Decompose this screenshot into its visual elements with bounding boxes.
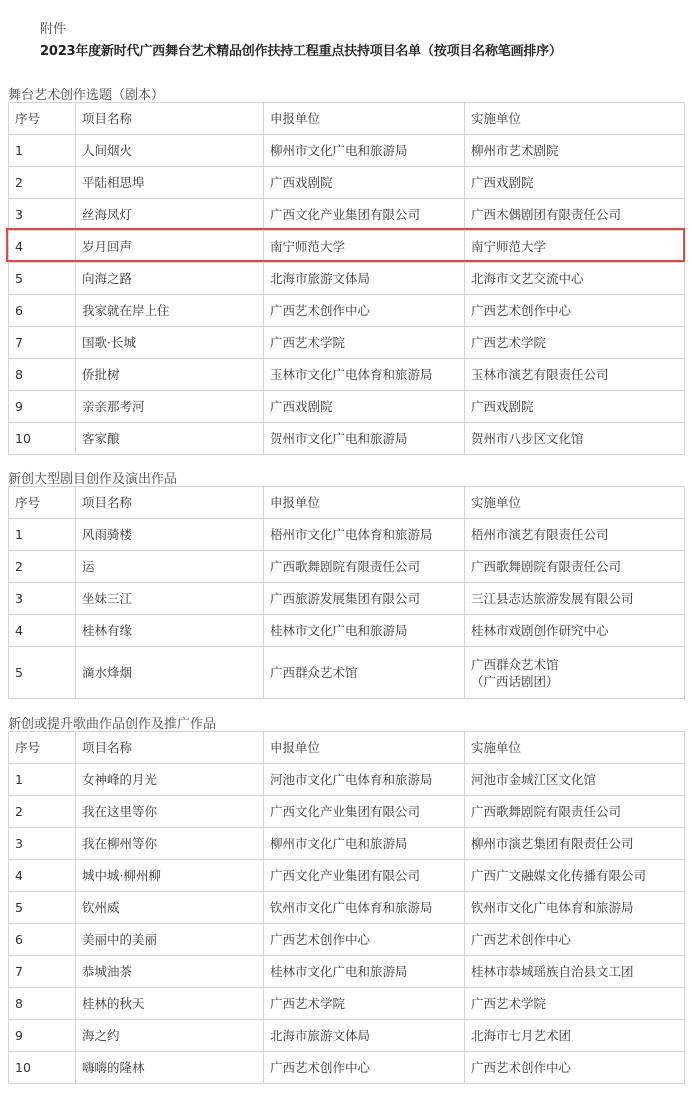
- cell-index: 8: [9, 359, 76, 391]
- cell-line: （广西话剧团）: [471, 673, 559, 689]
- table-row: [9, 1020, 685, 1052]
- table-row: [9, 924, 685, 956]
- table-row: [9, 391, 685, 423]
- cell-implementer: 玉林市演艺有限责任公司: [465, 359, 685, 391]
- cell-applicant: 钦州市文化广电体育和旅游局: [264, 892, 465, 924]
- cell-index: 1: [9, 519, 76, 551]
- cell-index: 2: [9, 167, 76, 199]
- cell-project-name: 向海之路: [76, 263, 264, 295]
- header-cell: 实施单位: [465, 487, 685, 519]
- cell-implementer: 广西艺术学院: [465, 988, 685, 1020]
- cell-project-name: 岁月回声: [76, 231, 264, 263]
- header-cell: 申报单位: [264, 487, 465, 519]
- cell-implementer: 广西戏剧院: [465, 391, 685, 423]
- cell-index: 2: [9, 796, 76, 828]
- cell-applicant: 北海市旅游文体局: [264, 263, 465, 295]
- cell-implementer: 柳州市艺术剧院: [465, 135, 685, 167]
- cell-implementer: 广西歌舞剧院有限责任公司: [465, 796, 685, 828]
- cell-implementer: 贺州市八步区文化馆: [465, 423, 685, 455]
- cell-project-name: 运: [76, 551, 264, 583]
- header-cell: 项目名称: [76, 732, 264, 764]
- cell-applicant: 河池市文化广电体育和旅游局: [264, 764, 465, 796]
- cell-index: 8: [9, 988, 76, 1020]
- cell-index: 7: [9, 327, 76, 359]
- cell-project-name: 城中城·柳州柳: [76, 860, 264, 892]
- cell-applicant: 广西戏剧院: [264, 391, 465, 423]
- cell-implementer: 北海市文艺交流中心: [465, 263, 685, 295]
- cell-index: 4: [9, 231, 76, 263]
- table-row: [9, 167, 685, 199]
- cell-project-name: 我家就在岸上住: [76, 295, 264, 327]
- cell-project-name: 平陆相思埠: [76, 167, 264, 199]
- header-cell: 申报单位: [264, 103, 465, 135]
- cell-implementer: 河池市金城江区文化馆: [465, 764, 685, 796]
- header-cell: 序号: [9, 103, 76, 135]
- cell-applicant: 广西群众艺术馆: [264, 647, 465, 699]
- cell-index: 1: [9, 135, 76, 167]
- cell-applicant: 柳州市文化广电和旅游局: [264, 135, 465, 167]
- cell-applicant: 广西旅游发展集团有限公司: [264, 583, 465, 615]
- cell-applicant: 北海市旅游文体局: [264, 1020, 465, 1052]
- attachment-label: 附件: [40, 22, 67, 37]
- cell-project-name: 桂林的秋天: [76, 988, 264, 1020]
- header-cell: 实施单位: [465, 732, 685, 764]
- cell-implementer: 三江县志达旅游发展有限公司: [465, 583, 685, 615]
- cell-index: 10: [9, 1052, 76, 1084]
- table-row: [9, 988, 685, 1020]
- cell-implementer: 广西戏剧院: [465, 167, 685, 199]
- cell-project-name: 嗨嗨的隆林: [76, 1052, 264, 1084]
- cell-applicant: 广西艺术创作中心: [264, 295, 465, 327]
- header-cell: 申报单位: [264, 732, 465, 764]
- cell-implementer: 广西歌舞剧院有限责任公司: [465, 551, 685, 583]
- cell-implementer: 桂林市戏剧创作研究中心: [465, 615, 685, 647]
- section-title-stage-scripts: 舞台艺术创作选题（剧本）: [8, 88, 165, 103]
- cell-implementer: 柳州市演艺集团有限责任公司: [465, 828, 685, 860]
- table-row: [9, 263, 685, 295]
- cell-applicant: 广西艺术学院: [264, 988, 465, 1020]
- table-row: [9, 519, 685, 551]
- cell-index: 9: [9, 391, 76, 423]
- cell-project-name: 客家酿: [76, 423, 264, 455]
- cell-project-name: 坐妹三江: [76, 583, 264, 615]
- cell-implementer: 广西广文融媒文化传播有限公司: [465, 860, 685, 892]
- cell-index: 4: [9, 615, 76, 647]
- cell-project-name: 我在这里等你: [76, 796, 264, 828]
- table-row: [9, 327, 685, 359]
- cell-index: 3: [9, 583, 76, 615]
- table-large-productions: [8, 486, 685, 699]
- header-cell: 实施单位: [465, 103, 685, 135]
- table-songs: [8, 731, 685, 1084]
- header-cell: 序号: [9, 732, 76, 764]
- cell-applicant: 广西文化产业集团有限公司: [264, 199, 465, 231]
- cell-applicant: 玉林市文化广电体育和旅游局: [264, 359, 465, 391]
- cell-index: 3: [9, 828, 76, 860]
- table-row: [9, 615, 685, 647]
- table-row: [9, 231, 685, 263]
- cell-applicant: 桂林市文化广电和旅游局: [264, 956, 465, 988]
- cell-project-name: 钦州威: [76, 892, 264, 924]
- cell-applicant: 梧州市文化广电体育和旅游局: [264, 519, 465, 551]
- table-row: [9, 796, 685, 828]
- table-row: [9, 764, 685, 796]
- cell-implementer: 广西木偶剧团有限责任公司: [465, 199, 685, 231]
- cell-index: 2: [9, 551, 76, 583]
- cell-index: 4: [9, 860, 76, 892]
- header-cell: 项目名称: [76, 103, 264, 135]
- cell-implementer: 广西艺术学院: [465, 327, 685, 359]
- cell-implementer: 广西艺术创作中心: [465, 295, 685, 327]
- cell-index: 3: [9, 199, 76, 231]
- cell-applicant: 柳州市文化广电和旅游局: [264, 828, 465, 860]
- cell-implementer: 广西艺术创作中心: [465, 924, 685, 956]
- table-row: [9, 647, 685, 699]
- header-cell: 项目名称: [76, 487, 264, 519]
- cell-line: 广西群众艺术馆: [471, 656, 559, 672]
- table-header-row: [9, 487, 685, 519]
- cell-applicant: 广西艺术学院: [264, 327, 465, 359]
- cell-applicant: 桂林市文化广电和旅游局: [264, 615, 465, 647]
- cell-index: 10: [9, 423, 76, 455]
- document-title: 2023年度新时代广西舞台艺术精品创作扶持工程重点扶持项目名单（按项目名称笔画排序）: [40, 44, 562, 59]
- table-row: [9, 199, 685, 231]
- cell-applicant: 广西文化产业集团有限公司: [264, 860, 465, 892]
- cell-project-name: 风雨骑楼: [76, 519, 264, 551]
- cell-project-name: 海之约: [76, 1020, 264, 1052]
- table-row: [9, 860, 685, 892]
- table-row: [9, 828, 685, 860]
- section-title-large-productions: 新创大型剧目创作及演出作品: [8, 472, 178, 487]
- cell-index: 6: [9, 924, 76, 956]
- cell-applicant: 贺州市文化广电和旅游局: [264, 423, 465, 455]
- cell-project-name: 丝海凤灯: [76, 199, 264, 231]
- table-row: [9, 551, 685, 583]
- cell-applicant: 南宁师范大学: [264, 231, 465, 263]
- cell-index: 1: [9, 764, 76, 796]
- cell-implementer: 南宁师范大学: [465, 231, 685, 263]
- table-row: [9, 359, 685, 391]
- cell-project-name: 美丽中的美丽: [76, 924, 264, 956]
- cell-implementer: 钦州市文化广电体育和旅游局: [465, 892, 685, 924]
- cell-applicant: 广西文化产业集团有限公司: [264, 796, 465, 828]
- cell-project-name: 桂林有缘: [76, 615, 264, 647]
- table-row: [9, 892, 685, 924]
- cell-index: 5: [9, 263, 76, 295]
- section-title-songs: 新创或提升歌曲作品创作及推广作品: [8, 717, 217, 732]
- cell-implementer: 梧州市演艺有限责任公司: [465, 519, 685, 551]
- header-cell: 序号: [9, 487, 76, 519]
- cell-index: 5: [9, 892, 76, 924]
- cell-implementer: [465, 647, 685, 699]
- cell-project-name: 亲亲那考河: [76, 391, 264, 423]
- table-row: [9, 583, 685, 615]
- table-header-row: [9, 103, 685, 135]
- cell-applicant: 广西戏剧院: [264, 167, 465, 199]
- cell-project-name: 滴水烽烟: [76, 647, 264, 699]
- cell-implementer: 桂林市恭城瑶族自治县文工团: [465, 956, 685, 988]
- cell-project-name: 女神峰的月光: [76, 764, 264, 796]
- cell-project-name: 恭城油茶: [76, 956, 264, 988]
- cell-index: 7: [9, 956, 76, 988]
- cell-implementer: 北海市七月艺术团: [465, 1020, 685, 1052]
- cell-applicant: 广西艺术创作中心: [264, 924, 465, 956]
- table-header-row: [9, 732, 685, 764]
- cell-applicant: 广西歌舞剧院有限责任公司: [264, 551, 465, 583]
- cell-applicant: 广西艺术创作中心: [264, 1052, 465, 1084]
- cell-index: 6: [9, 295, 76, 327]
- cell-project-name: 人间烟火: [76, 135, 264, 167]
- table-stage-scripts: [8, 102, 685, 455]
- cell-index: 5: [9, 647, 76, 699]
- cell-project-name: 侨批树: [76, 359, 264, 391]
- table-row: [9, 135, 685, 167]
- table-row: [9, 1052, 685, 1084]
- cell-project-name: 国歌·长城: [76, 327, 264, 359]
- table-row: [9, 423, 685, 455]
- cell-index: 9: [9, 1020, 76, 1052]
- table-row: [9, 295, 685, 327]
- cell-project-name: 我在柳州等你: [76, 828, 264, 860]
- cell-implementer: 广西艺术创作中心: [465, 1052, 685, 1084]
- table-row: [9, 956, 685, 988]
